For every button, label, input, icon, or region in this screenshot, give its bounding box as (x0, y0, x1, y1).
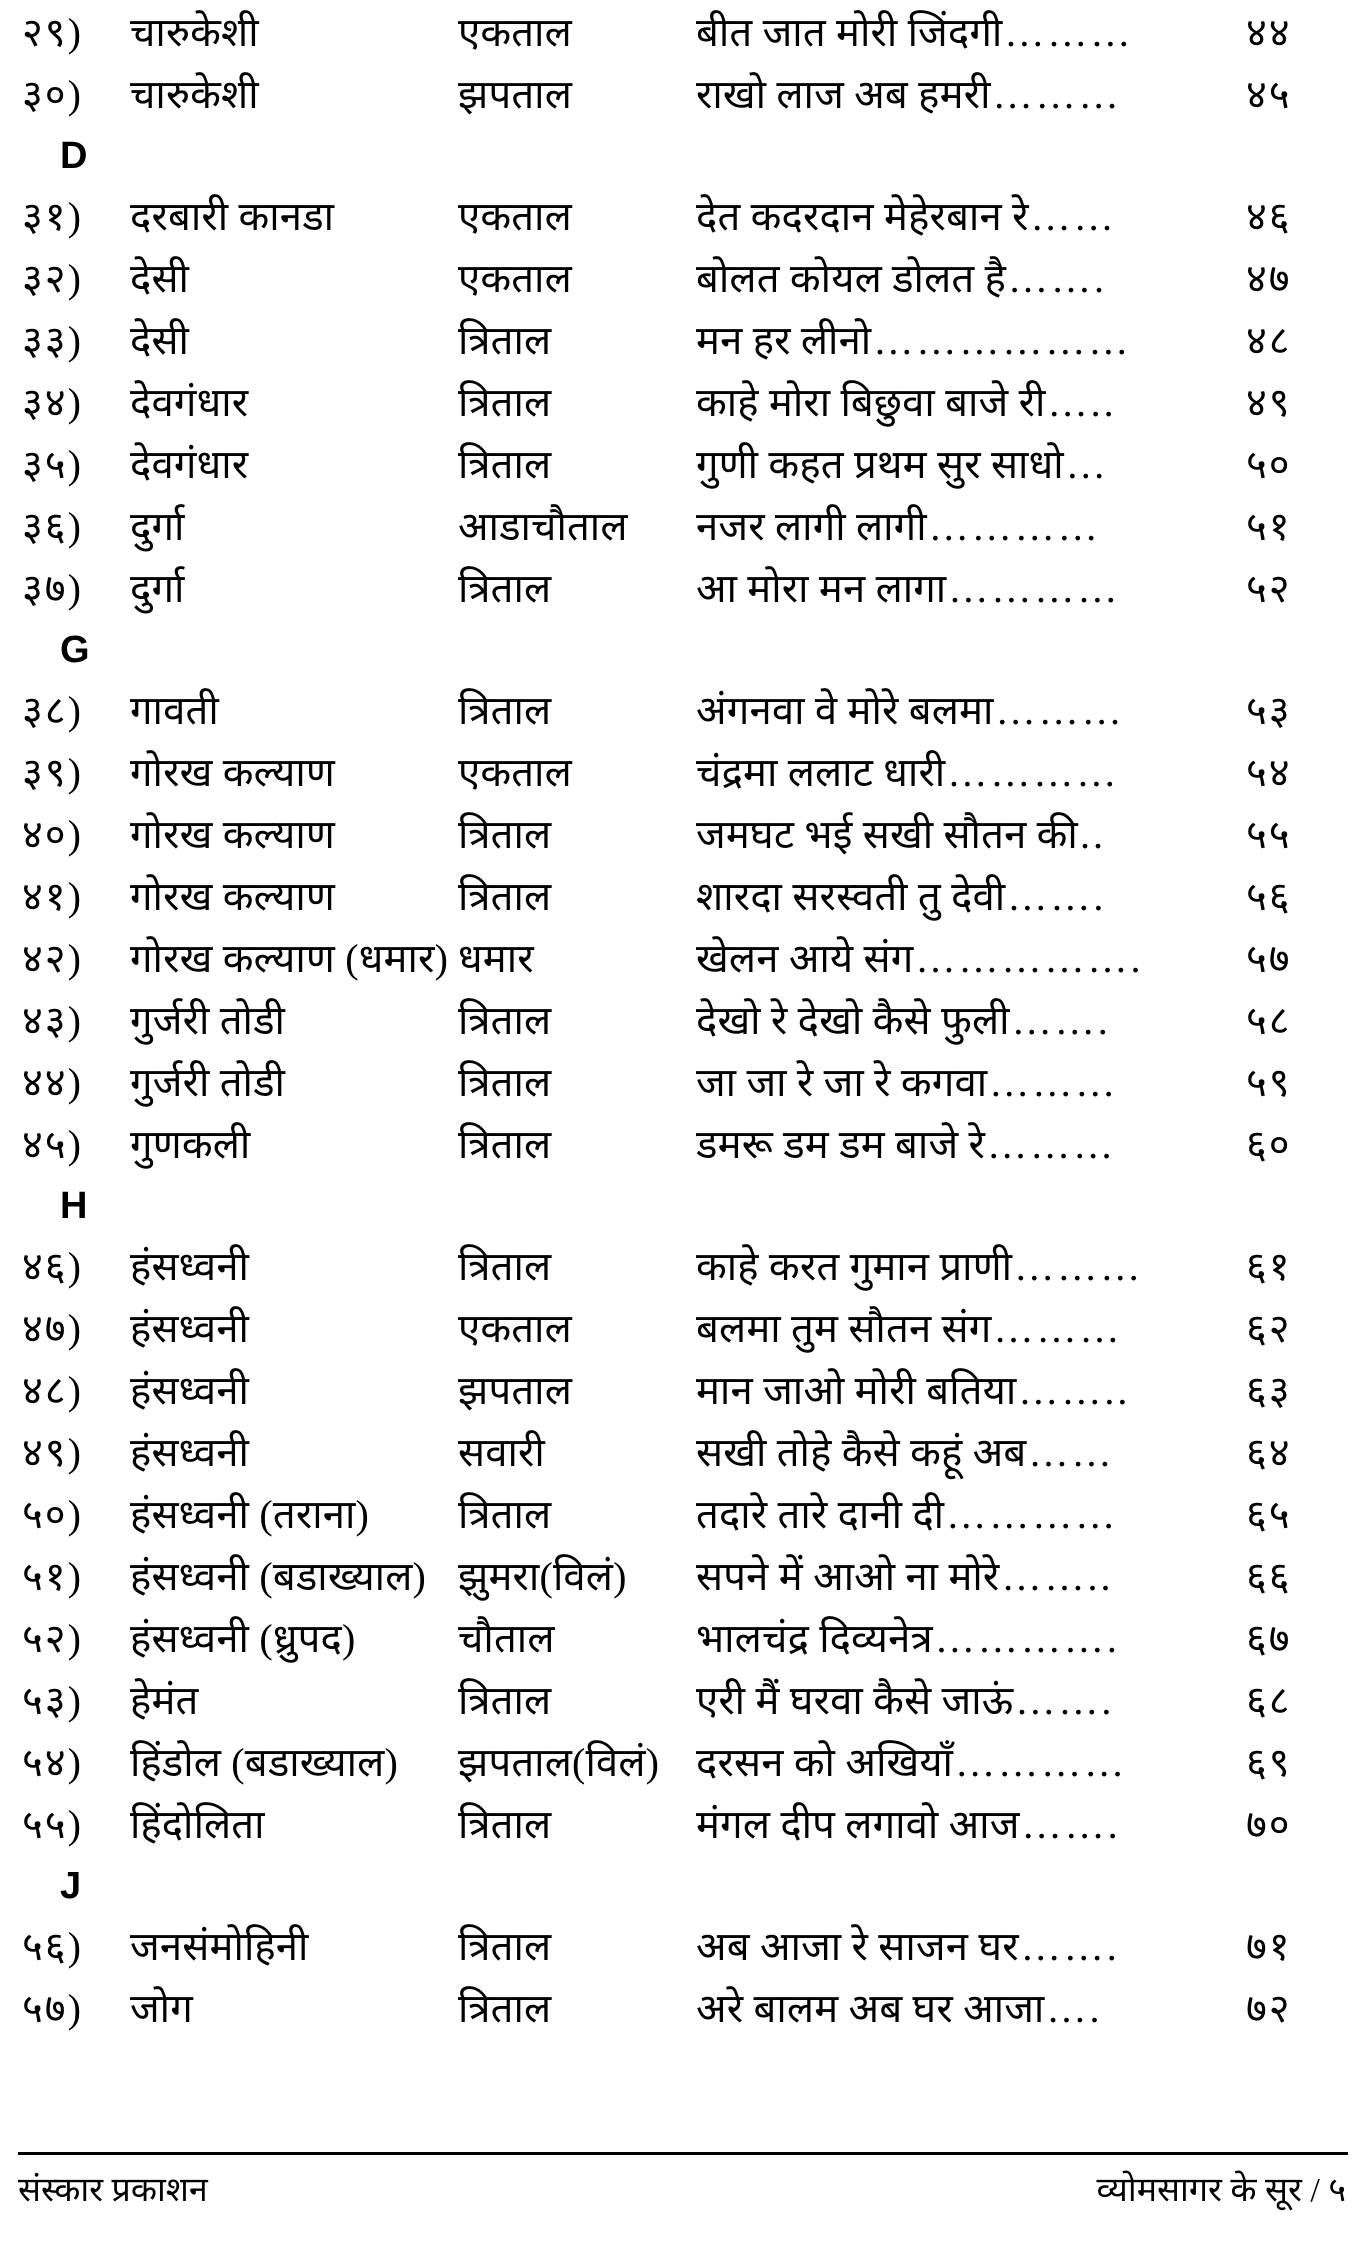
song-title: काहे करत गुमान प्राणी (696, 1244, 1013, 1289)
index-row (18, 558, 1348, 620)
entry-number: ५३) (22, 1678, 83, 1723)
dot-leader: ……………. (915, 936, 1144, 981)
entry-number: ३८) (22, 688, 83, 733)
tala-name: त्रिताल (458, 1924, 552, 1969)
tala-name: त्रिताल (458, 1986, 552, 2031)
song-title-cell (696, 248, 1240, 310)
song-title-cell (696, 1670, 1240, 1732)
raga-name: दुर्गा (130, 504, 185, 549)
song-title-cell (696, 1052, 1240, 1114)
index-row (18, 2, 1348, 64)
raga-name: गुर्जरी तोडी (130, 1060, 286, 1105)
publisher-name: संस्कार प्रकाशन (18, 2172, 208, 2209)
tala-name: त्रिताल (458, 442, 552, 487)
entry-number: ३६) (22, 504, 83, 549)
page-number: ६१ (1246, 1244, 1292, 1289)
entry-number: ५५) (22, 1802, 83, 1847)
page-number: ४६ (1246, 194, 1292, 239)
song-title: अरे बालम अब घर आजा (696, 1986, 1045, 2031)
index-row (18, 496, 1348, 558)
song-title: मन हर लीनो (696, 318, 872, 363)
tala-name: त्रिताल (458, 688, 552, 733)
index-row (18, 1298, 1348, 1360)
page-number: ६८ (1246, 1678, 1292, 1723)
raga-name: चारुकेशी (130, 10, 259, 55)
dot-leader: ……. (1020, 1924, 1120, 1969)
page-number: ६५ (1246, 1492, 1292, 1537)
index-row (18, 1484, 1348, 1546)
entry-number: ४९) (22, 1430, 83, 1475)
index-row (18, 1052, 1348, 1114)
entry-number: ३०) (22, 72, 83, 117)
song-title-cell (696, 2, 1240, 64)
song-title: आ मोरा मन लागा (696, 566, 947, 611)
tala-name: एकताल (458, 10, 572, 55)
song-title-cell (696, 680, 1240, 742)
index-row (18, 248, 1348, 310)
song-title-cell (696, 1236, 1240, 1298)
index-row (18, 1608, 1348, 1670)
dot-leader: … (1065, 442, 1109, 487)
dot-leader: ………… (948, 566, 1121, 611)
index-row (18, 680, 1348, 742)
tala-name: त्रिताल (458, 318, 552, 363)
raga-name: देवगंधार (130, 442, 249, 487)
raga-name: देसी (130, 256, 190, 301)
index-row (18, 372, 1348, 434)
tala-name: सवारी (458, 1430, 545, 1475)
raga-name: हंसध्वनी (ध्रुपद) (130, 1616, 356, 1661)
raga-name: हंसध्वनी (तराना) (130, 1492, 370, 1537)
page-number: ७१ (1246, 1924, 1292, 1969)
raga-name: देसी (130, 318, 190, 363)
song-title-cell (696, 372, 1240, 434)
page-number: ६७ (1246, 1616, 1292, 1661)
song-title-cell (696, 310, 1240, 372)
dot-leader: ……. (1008, 256, 1108, 301)
section-heading-d: D (60, 135, 88, 177)
song-title-cell (696, 1298, 1240, 1360)
entry-number: ४६) (22, 1244, 83, 1289)
song-title: अंगनवा वे मोरे बलमा (696, 688, 994, 733)
index-row (18, 742, 1348, 804)
song-title: देत कदरदान मेहेरबान रे (696, 194, 1029, 239)
song-title-cell (696, 1422, 1240, 1484)
dot-leader: ……… (989, 1060, 1119, 1105)
song-title-cell (696, 1608, 1240, 1670)
entry-number: ३९) (22, 750, 83, 795)
index-row (18, 866, 1348, 928)
song-title-cell (696, 928, 1240, 990)
raga-name: जनसंमोहिनी (130, 1924, 309, 1969)
entry-number: ४४) (22, 1060, 83, 1105)
dot-leader: ………… (928, 504, 1101, 549)
song-title-cell (696, 990, 1240, 1052)
raga-name: हंसध्वनी (130, 1244, 250, 1289)
song-title-cell (696, 1916, 1240, 1978)
page-number: ५० (1246, 442, 1292, 487)
page-number: ५८ (1246, 998, 1292, 1043)
page-number: ७२ (1246, 1986, 1292, 2031)
tala-name: चौताल (458, 1616, 555, 1661)
raga-name: गोरख कल्याण (130, 750, 336, 795)
index-row (18, 1422, 1348, 1484)
tala-name: एकताल (458, 1306, 572, 1351)
song-title: नजर लागी लागी (696, 504, 927, 549)
song-title: बीत जात मोरी जिंदगी (696, 10, 1003, 55)
page-number: ५१ (1246, 504, 1292, 549)
page-number: ५३ (1246, 688, 1292, 733)
section-heading-j: J (60, 1865, 82, 1907)
index-row (18, 64, 1348, 126)
tala-name: झपताल (458, 1368, 573, 1413)
tala-name: झपताल (458, 72, 573, 117)
dot-leader: …… (1028, 1430, 1115, 1475)
page-footer (18, 2152, 1348, 2238)
page-number: ६३ (1246, 1368, 1292, 1413)
entry-number: २९) (22, 10, 83, 55)
tala-name: झुमरा(विलं) (458, 1554, 627, 1599)
dot-leader: ……. (1011, 998, 1111, 1043)
raga-name: गोरख कल्याण (धमार) (130, 936, 449, 981)
index-row (18, 928, 1348, 990)
dot-leader: …. (1046, 1986, 1103, 2031)
entry-number: ४०) (22, 812, 83, 857)
page-number: ५४ (1246, 750, 1292, 795)
page-number: ६४ (1246, 1430, 1292, 1475)
song-title-cell (696, 1360, 1240, 1422)
tala-name: झपताल(विलं) (458, 1740, 660, 1785)
raga-name: हंसध्वनी (130, 1430, 250, 1475)
index-row (18, 1670, 1348, 1732)
raga-name: गावती (130, 688, 219, 733)
entry-number: ५२) (22, 1616, 83, 1661)
tala-name: त्रिताल (458, 1492, 552, 1537)
song-title-cell (696, 64, 1240, 126)
page-number: ५९ (1246, 1060, 1292, 1105)
page-number: ६२ (1246, 1306, 1292, 1351)
song-title: डमरू डम डम बाजे रे (696, 1122, 986, 1167)
entry-number: ५६) (22, 1924, 83, 1969)
dot-leader: ……… (995, 688, 1125, 733)
page-number: ६९ (1246, 1740, 1292, 1785)
dot-leader: ……… (987, 1122, 1117, 1167)
raga-name: हेमंत (130, 1678, 199, 1723)
page-number: ५७ (1246, 936, 1292, 981)
tala-name: त्रिताल (458, 566, 552, 611)
song-title-cell (696, 1546, 1240, 1608)
song-title: चंद्रमा ललाट धारी (696, 750, 946, 795)
raga-name: देवगंधार (130, 380, 249, 425)
tala-name: एकताल (458, 194, 572, 239)
page-number: ४५ (1246, 72, 1292, 117)
entry-number: ३१) (22, 194, 83, 239)
dot-leader: .. (1079, 812, 1106, 857)
tala-name: त्रिताल (458, 998, 552, 1043)
entry-number: ५१) (22, 1554, 83, 1599)
dot-leader: ……… (1014, 1244, 1144, 1289)
song-title-cell (696, 804, 1240, 866)
entry-number: ५०) (22, 1492, 83, 1537)
tala-name: धमार (458, 936, 534, 981)
entry-number: ५७) (22, 1986, 83, 2031)
tala-name: त्रिताल (458, 1678, 552, 1723)
raga-name: जोग (130, 1986, 193, 2031)
song-title-cell (696, 1794, 1240, 1856)
entry-number: ५४) (22, 1740, 83, 1785)
dot-leader: ……………… (873, 318, 1132, 363)
entry-number: ४१) (22, 874, 83, 919)
song-title-cell (696, 186, 1240, 248)
song-title: राखो लाज अब हमरी (696, 72, 991, 117)
raga-name: हिंडोल (बडाख्याल) (130, 1740, 399, 1785)
dot-leader: …….. (1001, 1554, 1114, 1599)
tala-name: एकताल (458, 750, 572, 795)
dot-leader: ……. (1015, 1678, 1115, 1723)
song-title: एरी मैं घरवा कैसे जाऊं (696, 1678, 1014, 1723)
raga-name: दुर्गा (130, 566, 185, 611)
dot-leader: ……. (1021, 1802, 1121, 1847)
raga-name: हंसध्वनी (बडाख्याल) (130, 1554, 427, 1599)
index-row (18, 434, 1348, 496)
entry-number: ३५) (22, 442, 83, 487)
raga-name: हंसध्वनी (130, 1306, 250, 1351)
song-title-cell (696, 1484, 1240, 1546)
tala-name: त्रिताल (458, 1060, 552, 1105)
song-title-cell (696, 558, 1240, 620)
raga-name: दरबारी कानडा (130, 194, 335, 239)
raga-name: गुणकली (130, 1122, 251, 1167)
song-title-cell (696, 1978, 1240, 2040)
song-title: दरसन को अखियाँ (696, 1740, 954, 1785)
index-row (18, 804, 1348, 866)
index-row (18, 186, 1348, 248)
song-title-cell (696, 1114, 1240, 1176)
song-title: खेलन आये संग (696, 936, 914, 981)
raga-name: गोरख कल्याण (130, 874, 336, 919)
index-row (18, 1978, 1348, 2040)
tala-name: त्रिताल (458, 1122, 552, 1167)
tala-name: त्रिताल (458, 874, 552, 919)
song-title: काहे मोरा बिछुवा बाजे री (696, 380, 1046, 425)
entry-number: ३४) (22, 380, 83, 425)
song-title: बलमा तुम सौतन संग (696, 1306, 992, 1351)
page-number: ६० (1246, 1122, 1292, 1167)
entry-number: ४५) (22, 1122, 83, 1167)
dot-leader: ………… (946, 1492, 1119, 1537)
song-title: जमघट भई सखी सौतन की (696, 812, 1078, 857)
raga-name: गुर्जरी तोडी (130, 998, 286, 1043)
dot-leader: ….. (1047, 380, 1117, 425)
page-number: ५२ (1246, 566, 1292, 611)
dot-leader: …………. (934, 1616, 1120, 1661)
dot-leader: ……. (1007, 874, 1107, 919)
entry-number: ३३) (22, 318, 83, 363)
index-row (18, 1236, 1348, 1298)
index-row (18, 1360, 1348, 1422)
song-title: मान जाओ मोरी बतिया (696, 1368, 1017, 1413)
dot-leader: ………… (955, 1740, 1128, 1785)
page-number: ५५ (1246, 812, 1292, 857)
song-title: देखो रे देखो कैसे फुली (696, 998, 1010, 1043)
tala-name: एकताल (458, 256, 572, 301)
index-row (18, 1732, 1348, 1794)
dot-leader: ……… (1004, 10, 1134, 55)
song-title: मंगल दीप लगावो आज (696, 1802, 1020, 1847)
song-title: भालचंद्र दिव्यनेत्र (696, 1616, 933, 1661)
index-row (18, 1546, 1348, 1608)
section-heading-h: H (60, 1185, 88, 1227)
dot-leader: …….. (1018, 1368, 1131, 1413)
index-row (18, 990, 1348, 1052)
dot-leader: ………… (947, 750, 1120, 795)
dot-leader: ……… (993, 1306, 1123, 1351)
table-of-contents (18, 0, 1348, 2040)
book-title-and-page-number: व्योमसागर के सूर / ५ (1096, 2172, 1346, 2209)
raga-name: चारुकेशी (130, 72, 259, 117)
dot-leader: ……… (992, 72, 1122, 117)
song-title-cell (696, 866, 1240, 928)
song-title-cell (696, 1732, 1240, 1794)
tala-name: त्रिताल (458, 812, 552, 857)
index-row (18, 310, 1348, 372)
page-number: ४४ (1246, 10, 1292, 55)
page-number: ४९ (1246, 380, 1292, 425)
song-title-cell (696, 496, 1240, 558)
page-number: ५६ (1246, 874, 1292, 919)
raga-name: हंसध्वनी (130, 1368, 250, 1413)
tala-name: त्रिताल (458, 380, 552, 425)
page-number: ४८ (1246, 318, 1292, 363)
tala-name: आडाचौताल (458, 504, 628, 549)
song-title: जा जा रे जा रे कगवा (696, 1060, 988, 1105)
song-title: सपने में आओ ना मोरे (696, 1554, 1000, 1599)
entry-number: ३७) (22, 566, 83, 611)
entry-number: ४२) (22, 936, 83, 981)
song-title-cell (696, 742, 1240, 804)
index-row (18, 1114, 1348, 1176)
song-title-cell (696, 434, 1240, 496)
page-number: ४७ (1246, 256, 1292, 301)
tala-name: त्रिताल (458, 1802, 552, 1847)
entry-number: ४८) (22, 1368, 83, 1413)
page-number: ६६ (1246, 1554, 1292, 1599)
dot-leader: …… (1030, 194, 1117, 239)
song-title: बोलत कोयल डोलत है (696, 256, 1007, 301)
song-title: सखी तोहे कैसे कहूं अब (696, 1430, 1027, 1475)
song-title: अब आजा रे साजन घर (696, 1924, 1019, 1969)
song-title: गुणी कहत प्रथम सुर साधो (696, 442, 1064, 487)
tala-name: त्रिताल (458, 1244, 552, 1289)
song-title: शारदा सरस्वती तु देवी (696, 874, 1006, 919)
section-heading-g: G (60, 629, 90, 671)
entry-number: ४७) (22, 1306, 83, 1351)
raga-name: हिंदोलिता (130, 1802, 265, 1847)
raga-name: गोरख कल्याण (130, 812, 336, 857)
index-row (18, 1916, 1348, 1978)
entry-number: ४३) (22, 998, 83, 1043)
page-number: ७० (1246, 1802, 1292, 1847)
song-title: तदारे तारे दानी दी (696, 1492, 945, 1537)
entry-number: ३२) (22, 256, 83, 301)
index-row (18, 1794, 1348, 1856)
